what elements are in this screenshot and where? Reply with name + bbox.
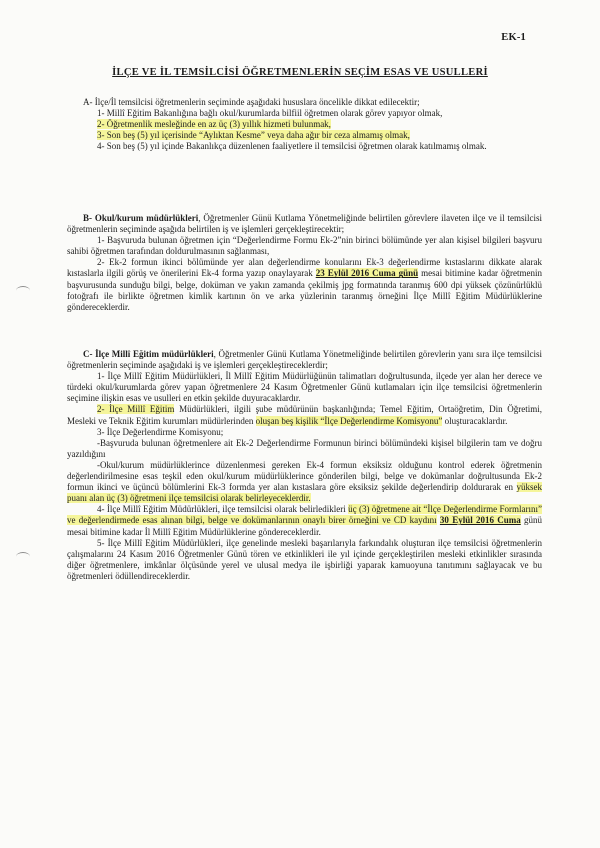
document-title: İLÇE VE İL TEMSİLCİSİ ÖĞRETMENLERİN SEÇİM ESAS VE USULLERİ <box>112 67 488 78</box>
section-c-item-3a: -Başvuruda bulunan öğretmenlere ait Ek-2 Değerlendirme Formunun birinci bölümündeki kişisel bilgilerin tam ve doğru yazıldığını <box>67 437 542 459</box>
section-c-item-5: 5- İlçe Millî Eğitim Müdürlükleri, ilçe genelinde mesleki başarılarıyla farkındalık oluşturan ilçe temsilcisi öğretmenlerin çalışmalarını 24 Kasım 2016 Öğretmenler Günü tören ve etkinlikleri ile yıl içinde gerçekleştirilen mesleki etkinlikler sırasında diğer öğretmenlere, imkânlar ölçüsünde yerel ve ulusal medya ile işbirliği yaparak kamuoyuna tanıtımını sağlayacak ve bu öğretmenleri ödüllendireceklerdir. <box>67 537 542 581</box>
section-a-item-1: 1- Millî Eğitim Bakanlığına bağlı okul/kurumlarda bilfiil öğretmen olarak görev yapıyor olmak, <box>97 108 443 119</box>
section-c-item-2-highlight-2: oluşan beş kişilik “İlçe Değerlendirme Komisyonu” <box>255 415 443 426</box>
section-b-item-1: 1- Başvuruda bulunan öğretmen için “Değerlendirme Formu Ek-2”nin birinci bölümünde yer alan kişisel bilgileri başvuru sahibi öğretmen tarafından doldurulmasının sağlanması, <box>67 235 542 257</box>
punch-hole-mark <box>16 552 30 561</box>
section-b-item-2-rest: mesai bitimine kadar öğretmenin başvurusunda sunduğu bilgi, belge, doküman ve yakın zamanda çekilmiş jpg formatında taranmış 600 dpi yüksek çözünürlüklü fotoğrafı ile birlikte öğretmen kimlik kartının ön ve arka yüzlerinin taranmış örneğini İlçe Millî Eğitim Müdürlüklerine göndereceklerdir. <box>67 268 543 312</box>
section-b-lead-text: , Öğretmenler Günü Kutlama Yönetmeliğinde belirtilen görevlere ilaveten ilçe ve il temsilcisi öğretmenlerin seçiminde aşağıda belirtilen iş ve işlemleri gerçekleştirecektir; <box>67 213 542 235</box>
section-a-item-2 <box>67 119 542 130</box>
section-a-item-2-text: 2- Öğretmenlik mesleğinde en az üç (3) yıllık hizmeti bulunmak, <box>97 119 331 130</box>
section-c-lead-text: , Öğretmenler Günü Kutlama Yönetmeliğinde belirtilen görevlerin yanı sıra ilçe temsilcisi öğretmenlerin seçiminde aşağıdaki iş ve işlemleri gerçekleştireceklerdir; <box>67 349 542 371</box>
section-c-item-4-rest: günü mesai bitimine kadar İl Millî Eğitim Müdürlüklerine göndereceklerdir. <box>67 515 543 537</box>
section-a <box>67 97 542 152</box>
punch-hole-mark <box>16 286 30 295</box>
section-c-item-4 <box>67 504 542 537</box>
section-c-item-3b <box>67 460 542 504</box>
section-b-item-2 <box>67 257 542 312</box>
section-a-item-4: 4- Son beş (5) yıl içinde Bakanlıkça düzenlenen faaliyetlere il temsilcisi öğretmen olarak katılmamış olmak. <box>97 141 487 152</box>
section-c-lead <box>67 349 542 371</box>
section-c-item-2-text: Müdürlükleri, ilgili şube müdürünün başkanlığında; Temel Eğitim, Ortaöğretim, Din Öğretimi, Mesleki ve Teknik Eğitim kurumları müdürlerinden <box>67 404 542 426</box>
section-a-item-3 <box>67 130 542 141</box>
section-b <box>67 213 542 313</box>
section-c-heading: C- İlçe Millî Eğitim müdürlükleri <box>83 349 214 359</box>
section-b-item-2-text: 2- Ek-2 formun ikinci bölümünde yer alan değerlendirme konularını Ek-3 değerlendirme kıstaslarını dikkate alarak kıstaslarla ilgili görüş ve önerilerini Ek-4 forma yazıp onaylayarak <box>67 257 542 279</box>
section-a-item-3-text: 3- Son beş (5) yıl içerisinde “Aylıktan Kesme” veya daha ağır bir ceza almamış olmak, <box>97 130 410 141</box>
section-c-item-4-text: 4- İlçe Millî Eğitim Müdürlükleri, ilçe temsilcisi olarak belirledikleri <box>97 504 349 515</box>
section-c-item-3b-text: -Okul/kurum müdürlüklerince düzenlenmesi gereken Ek-4 formun eksiksiz olduğunu kontrol ederek öğretmenin değerlendirilmesine esas teşkil eden okul/kurum müdürlüklerince gönderilen bilgi, belge ve dokümanlar doğrultusunda Ek-2 formun ikinci ve üçüncü bölümlerini Ek-3 formda yer alan kıstaslara göre eksiksiz şekilde değerlendirip doldurarak en <box>67 459 542 493</box>
section-c-item-2-highlight: 2- İlçe Millî Eğitim <box>97 404 175 415</box>
section-b-heading: B- Okul/kurum müdürlükleri <box>83 213 199 223</box>
annex-code: EK-1 <box>501 32 526 43</box>
section-c-item-2 <box>67 404 542 426</box>
deadline-date-b: 23 Eylül 2016 Cuma günü <box>315 268 419 279</box>
section-c-item-1: 1- İlçe Millî Eğitim Müdürlükleri, İl Millî Eğitim Müdürlüğünün talimatları doğrultusunda, ilçede yer alan her derece ve türdeki okul/kurumlarda görev yapan öğretmenlere 24 Kasım Öğretmenler Günü kutlamaları için ilçe temsilcisi öğretmenlerin seçimine ilişkin esas ve usulleri en etkin şekilde duyuracaklardır. <box>67 371 542 404</box>
section-c-item-4-highlight: üç (3) öğretmene ait “İlçe Değerlendirme Formlarını” ve değerlendirmede esas alınan bilgi, belge ve dokümanlarının onaylı birer örneğini ve CD kaydını <box>67 504 542 526</box>
section-c <box>67 349 542 582</box>
section-c-item-3b-highlight: yüksek puanı alan üç (3) öğretmeni ilçe temsilcisi olarak belirleyeceklerdir. <box>67 482 542 504</box>
deadline-date-c: 30 Eylül 2016 Cuma <box>439 515 521 526</box>
section-c-item-2-end: oluşturacaklardır. <box>442 415 508 426</box>
section-c-item-3: 3- İlçe Değerlendirme Komisyonu; <box>97 426 224 437</box>
section-b-lead <box>67 213 542 235</box>
section-a-lead: A- İlçe/İl temsilcisi öğretmenlerin seçiminde aşağıdaki hususlara öncelikle dikkat edilecektir; <box>83 97 420 107</box>
